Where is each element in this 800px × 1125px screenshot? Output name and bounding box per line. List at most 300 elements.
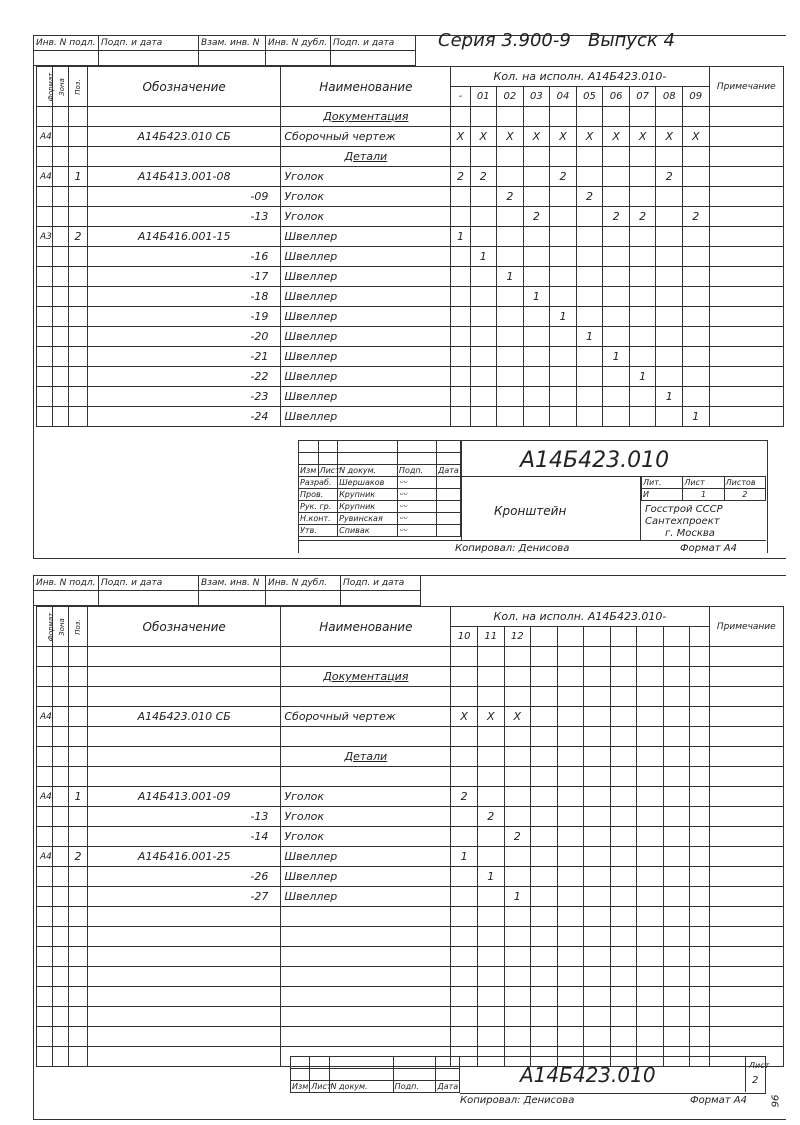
qty-cell (477, 847, 504, 867)
stamp-cell: Инв. N дубл. (266, 36, 331, 51)
note-cell (709, 307, 783, 327)
zone-cell (52, 107, 68, 127)
note-cell (709, 327, 783, 347)
zone-cell (52, 747, 68, 767)
qty-cell (531, 947, 558, 967)
qty-cell (629, 387, 656, 407)
qty-cell (557, 667, 584, 687)
qty-cell (531, 827, 558, 847)
table-row (37, 207, 784, 227)
pos-cell: 2 (68, 227, 87, 247)
qty-cell (531, 967, 558, 987)
col-qty: Кол. на исполн. А14Б423.010- (451, 607, 709, 627)
name-cell: Швеллер (281, 247, 451, 267)
zone-cell (52, 767, 68, 787)
note-cell (709, 387, 783, 407)
pos-cell (68, 687, 87, 707)
qty-cell (523, 367, 550, 387)
qty-cell (690, 707, 709, 727)
table-row (37, 107, 784, 127)
variant-header: 10 (451, 627, 478, 647)
note-cell (709, 667, 783, 687)
zone-cell (52, 647, 68, 667)
name-cell: Детали (281, 747, 451, 767)
qty-cell (584, 1007, 611, 1027)
name-cell: Швеллер (281, 327, 451, 347)
zone-cell (52, 1047, 68, 1067)
qty-cell (504, 927, 531, 947)
qty-cell: 2 (477, 807, 504, 827)
name-cell: Детали (281, 147, 451, 167)
qty-cell (683, 187, 710, 207)
qty-cell (656, 227, 683, 247)
stamp-cell: Подп. и дата (341, 576, 421, 591)
qty-cell (663, 907, 690, 927)
qty-cell (584, 1027, 611, 1047)
qty-cell (451, 967, 478, 987)
qty-cell (531, 747, 558, 767)
qty-cell (656, 267, 683, 287)
qty-cell (663, 987, 690, 1007)
qty-cell (531, 1027, 558, 1047)
pos-cell (68, 247, 87, 267)
qty-cell (637, 847, 664, 867)
qty-cell (550, 227, 577, 247)
qty-cell (504, 787, 531, 807)
qty-cell: 1 (504, 887, 531, 907)
pos-cell (68, 667, 87, 687)
format-cell: А4 (37, 707, 53, 727)
name-cell (281, 967, 451, 987)
qty-cell (603, 307, 630, 327)
tb-person: Крупник (338, 501, 398, 513)
qty-cell (477, 647, 504, 667)
qty-cell (451, 147, 470, 167)
table-row (37, 127, 784, 147)
designation-cell (88, 1007, 281, 1027)
format-cell (37, 907, 53, 927)
qty-cell (663, 847, 690, 867)
col-designation: Обозначение (88, 607, 281, 647)
table-row (37, 267, 784, 287)
qty-cell (603, 187, 630, 207)
qty-cell (629, 307, 656, 327)
qty-cell: 2 (451, 787, 478, 807)
variant-header (610, 627, 637, 647)
qty-cell (470, 387, 497, 407)
qty-mark: X (629, 127, 656, 147)
qty-cell (497, 307, 524, 327)
variant-header: 02 (497, 87, 524, 107)
designation-cell: -27 (88, 887, 281, 907)
qty-cell (690, 687, 709, 707)
qty-cell (504, 727, 531, 747)
qty-cell (523, 107, 550, 127)
name-cell: Уголок (281, 187, 451, 207)
qty-cell (629, 407, 656, 427)
designation-cell (88, 747, 281, 767)
qty-cell (637, 947, 664, 967)
qty-cell (610, 647, 637, 667)
signature: 〰 (397, 525, 436, 537)
name-cell: Уголок (281, 827, 451, 847)
qty-cell (663, 767, 690, 787)
qty-cell (557, 767, 584, 787)
qty-cell (637, 1027, 664, 1047)
qty-cell (557, 967, 584, 987)
qty-cell (550, 187, 577, 207)
designation-cell (88, 907, 281, 927)
qty-cell (550, 247, 577, 267)
qty-cell (690, 787, 709, 807)
qty-cell (610, 707, 637, 727)
qty-cell (523, 267, 550, 287)
qty-cell (531, 927, 558, 947)
col-pos: Поз. (68, 607, 87, 647)
spec-table-sheet1 (36, 66, 784, 427)
spec-header-row (37, 67, 784, 87)
qty-cell (531, 847, 558, 867)
qty-cell (497, 107, 524, 127)
qty-cell (557, 647, 584, 667)
qty-cell (451, 727, 478, 747)
qty-cell (557, 867, 584, 887)
qty-cell: 2 (550, 167, 577, 187)
qty-cell (576, 287, 603, 307)
page-number: 96 (770, 1094, 782, 1108)
qty-cell (690, 767, 709, 787)
sheet2-title-block (290, 1056, 460, 1093)
qty-cell (637, 967, 664, 987)
zone-cell (52, 827, 68, 847)
qty-cell (629, 347, 656, 367)
pos-cell (68, 707, 87, 727)
qty-cell (690, 747, 709, 767)
zone-cell (52, 687, 68, 707)
designation-cell (88, 647, 281, 667)
name-cell (281, 947, 451, 967)
qty-cell (663, 887, 690, 907)
qty-cell (663, 667, 690, 687)
note-cell (709, 1007, 783, 1027)
qty-cell (610, 687, 637, 707)
qty-cell (470, 267, 497, 287)
pos-cell (68, 947, 87, 967)
col-name: Наименование (281, 67, 451, 107)
note-cell (709, 1027, 783, 1047)
qty-cell (451, 927, 478, 947)
qty-cell: 2 (504, 827, 531, 847)
table-row (37, 647, 784, 667)
qty-cell (557, 907, 584, 927)
zone-cell (52, 227, 68, 247)
series-title (438, 32, 675, 50)
qty-cell (683, 147, 710, 167)
qty-cell (451, 987, 478, 1007)
name-cell: Швеллер (281, 227, 451, 247)
format-cell (37, 927, 53, 947)
tb-head-cell: Изм (292, 1082, 309, 1091)
qty-cell (576, 227, 603, 247)
qty-cell (477, 947, 504, 967)
qty-cell (683, 307, 710, 327)
tb-head-cell: N докум. (338, 465, 398, 477)
zone-cell (52, 1007, 68, 1027)
qty-cell (637, 887, 664, 907)
designation-cell: А14Б423.010 СБ (88, 707, 281, 727)
qty-cell (610, 727, 637, 747)
tb2-copied: Копировал: Денисова (460, 1095, 575, 1106)
qty-cell: 1 (497, 267, 524, 287)
stamp-cell: Подп. и дата (99, 36, 199, 51)
designation-cell (88, 107, 281, 127)
qty-cell (470, 347, 497, 367)
qty-mark: X (451, 707, 478, 727)
table-row (37, 1007, 784, 1027)
name-cell: Швеллер (281, 267, 451, 287)
note-cell (709, 847, 783, 867)
qty-cell (451, 767, 478, 787)
qty-cell (683, 287, 710, 307)
qty-cell (557, 747, 584, 767)
name-cell: Швеллер (281, 407, 451, 427)
pos-cell (68, 307, 87, 327)
pos-cell (68, 767, 87, 787)
qty-cell (451, 187, 470, 207)
zone-cell (52, 147, 68, 167)
qty-cell (557, 727, 584, 747)
designation-cell (88, 687, 281, 707)
zone-cell (52, 287, 68, 307)
format-cell (37, 1027, 53, 1047)
qty-cell (576, 107, 603, 127)
qty-cell: 2 (683, 207, 710, 227)
name-cell (281, 647, 451, 667)
col-name: Наименование (281, 607, 451, 647)
zone-cell (52, 787, 68, 807)
qty-mark: X (477, 707, 504, 727)
qty-cell (451, 667, 478, 687)
qty-cell (603, 227, 630, 247)
tb-role: Разраб. (299, 477, 338, 489)
tb-head-cell: Лист (319, 466, 340, 475)
qty-cell (576, 267, 603, 287)
qty-cell (663, 1027, 690, 1047)
qty-mark: X (656, 127, 683, 147)
qty-cell (550, 267, 577, 287)
pos-cell (68, 267, 87, 287)
format-cell (37, 867, 53, 887)
table-row (37, 767, 784, 787)
qty-cell (557, 847, 584, 867)
qty-cell: 1 (550, 307, 577, 327)
zone-cell (52, 187, 68, 207)
qty-cell (557, 687, 584, 707)
stamp-cell: Подп. и дата (331, 36, 416, 51)
qty-cell (637, 867, 664, 887)
variant-header (637, 627, 664, 647)
note-cell (709, 867, 783, 887)
qty-cell (656, 207, 683, 227)
variant-header (557, 627, 584, 647)
note-cell (709, 687, 783, 707)
qty-cell (451, 887, 478, 907)
qty-cell: 1 (470, 247, 497, 267)
qty-cell (497, 347, 524, 367)
pos-cell (68, 967, 87, 987)
table-row (37, 947, 784, 967)
table-row (37, 747, 784, 767)
qty-cell (477, 987, 504, 1007)
qty-cell: 2 (451, 167, 470, 187)
designation-cell: -13 (88, 207, 281, 227)
qty-cell (531, 707, 558, 727)
table-row (37, 1027, 784, 1047)
tb-person: Шершаков (338, 477, 398, 489)
table-row (37, 927, 784, 947)
qty-cell (603, 247, 630, 267)
qty-cell (550, 207, 577, 227)
qty-cell (523, 307, 550, 327)
qty-cell (531, 647, 558, 667)
qty-cell (690, 967, 709, 987)
pos-cell (68, 807, 87, 827)
format-cell (37, 827, 53, 847)
qty-cell (497, 387, 524, 407)
qty-cell (584, 927, 611, 947)
zone-cell (52, 727, 68, 747)
format-cell: А3 (37, 227, 53, 247)
qty-cell (690, 867, 709, 887)
qty-cell (523, 187, 550, 207)
qty-cell (557, 1027, 584, 1047)
format-cell (37, 687, 53, 707)
variant-header (584, 627, 611, 647)
qty-cell (451, 1027, 478, 1047)
qty-cell (610, 827, 637, 847)
qty-cell: 1 (523, 287, 550, 307)
qty-cell (477, 747, 504, 767)
qty-cell (683, 367, 710, 387)
sheet1-stamp-strip (33, 35, 416, 66)
qty-cell (584, 907, 611, 927)
qty-cell (610, 1027, 637, 1047)
qty-cell (584, 967, 611, 987)
qty-cell (531, 807, 558, 827)
designation-cell (88, 1027, 281, 1047)
qty-cell (610, 787, 637, 807)
qty-cell (629, 247, 656, 267)
qty-mark: X (576, 127, 603, 147)
zone-cell (52, 387, 68, 407)
qty-cell (663, 827, 690, 847)
col-qty: Кол. на исполн. А14Б423.010- (451, 67, 709, 87)
qty-cell (470, 327, 497, 347)
name-cell: Швеллер (281, 367, 451, 387)
qty-cell: 2 (576, 187, 603, 207)
pos-cell (68, 367, 87, 387)
qty-cell: 1 (477, 867, 504, 887)
col-designation: Обозначение (88, 67, 281, 107)
format-cell (37, 387, 53, 407)
pos-cell (68, 287, 87, 307)
qty-cell (576, 247, 603, 267)
tb-person: Крупник (338, 489, 398, 501)
qty-cell (504, 967, 531, 987)
variant-header: - (451, 87, 470, 107)
qty-cell (477, 787, 504, 807)
tb-org3: г. Москва (665, 528, 715, 539)
table-row (37, 967, 784, 987)
qty-cell (497, 147, 524, 167)
zone-cell (52, 907, 68, 927)
zone-cell (52, 707, 68, 727)
designation-cell: А14Б416.001-25 (88, 847, 281, 867)
pos-cell (68, 727, 87, 747)
qty-cell (663, 687, 690, 707)
spec-table-sheet2 (36, 606, 784, 1067)
qty-cell (637, 647, 664, 667)
zone-cell (52, 407, 68, 427)
name-cell: Швеллер (281, 347, 451, 367)
qty-mark: X (603, 127, 630, 147)
table-row (37, 407, 784, 427)
qty-cell (497, 167, 524, 187)
name-cell (281, 1027, 451, 1047)
variant-header (690, 627, 709, 647)
format-cell (37, 747, 53, 767)
designation-cell: -17 (88, 267, 281, 287)
qty-cell: 2 (523, 207, 550, 227)
name-cell: Уголок (281, 167, 451, 187)
format-cell (37, 207, 53, 227)
qty-cell: 1 (576, 327, 603, 347)
designation-cell: А14Б413.001-08 (88, 167, 281, 187)
qty-cell (531, 1007, 558, 1027)
col-note: Примечание (709, 607, 783, 647)
qty-cell (531, 767, 558, 787)
tb-head-cell: N докум. (329, 1081, 393, 1093)
stamp-cell: Инв. N подл. (34, 36, 99, 51)
tb2-sheet-value: 2 (752, 1075, 759, 1086)
name-cell: Сборочный чертеж (281, 707, 451, 727)
qty-mark: X (550, 127, 577, 147)
qty-cell (451, 867, 478, 887)
qty-cell (576, 307, 603, 327)
qty-mark: X (504, 707, 531, 727)
format-cell (37, 367, 53, 387)
name-cell (281, 907, 451, 927)
table-row (37, 307, 784, 327)
tb-role: Пров. (299, 489, 338, 501)
pos-cell (68, 647, 87, 667)
qty-cell (523, 167, 550, 187)
qty-cell (663, 927, 690, 947)
qty-cell (557, 927, 584, 947)
qty-cell (584, 947, 611, 967)
qty-cell (637, 787, 664, 807)
qty-cell (690, 727, 709, 747)
pos-cell: 2 (68, 847, 87, 867)
designation-cell: -20 (88, 327, 281, 347)
variant-header: 05 (576, 87, 603, 107)
qty-cell (576, 347, 603, 367)
qty-cell (470, 407, 497, 427)
table-row (37, 987, 784, 1007)
qty-cell (550, 407, 577, 427)
stamp-cell: Инв. N дубл. (266, 576, 341, 591)
name-cell (281, 927, 451, 947)
